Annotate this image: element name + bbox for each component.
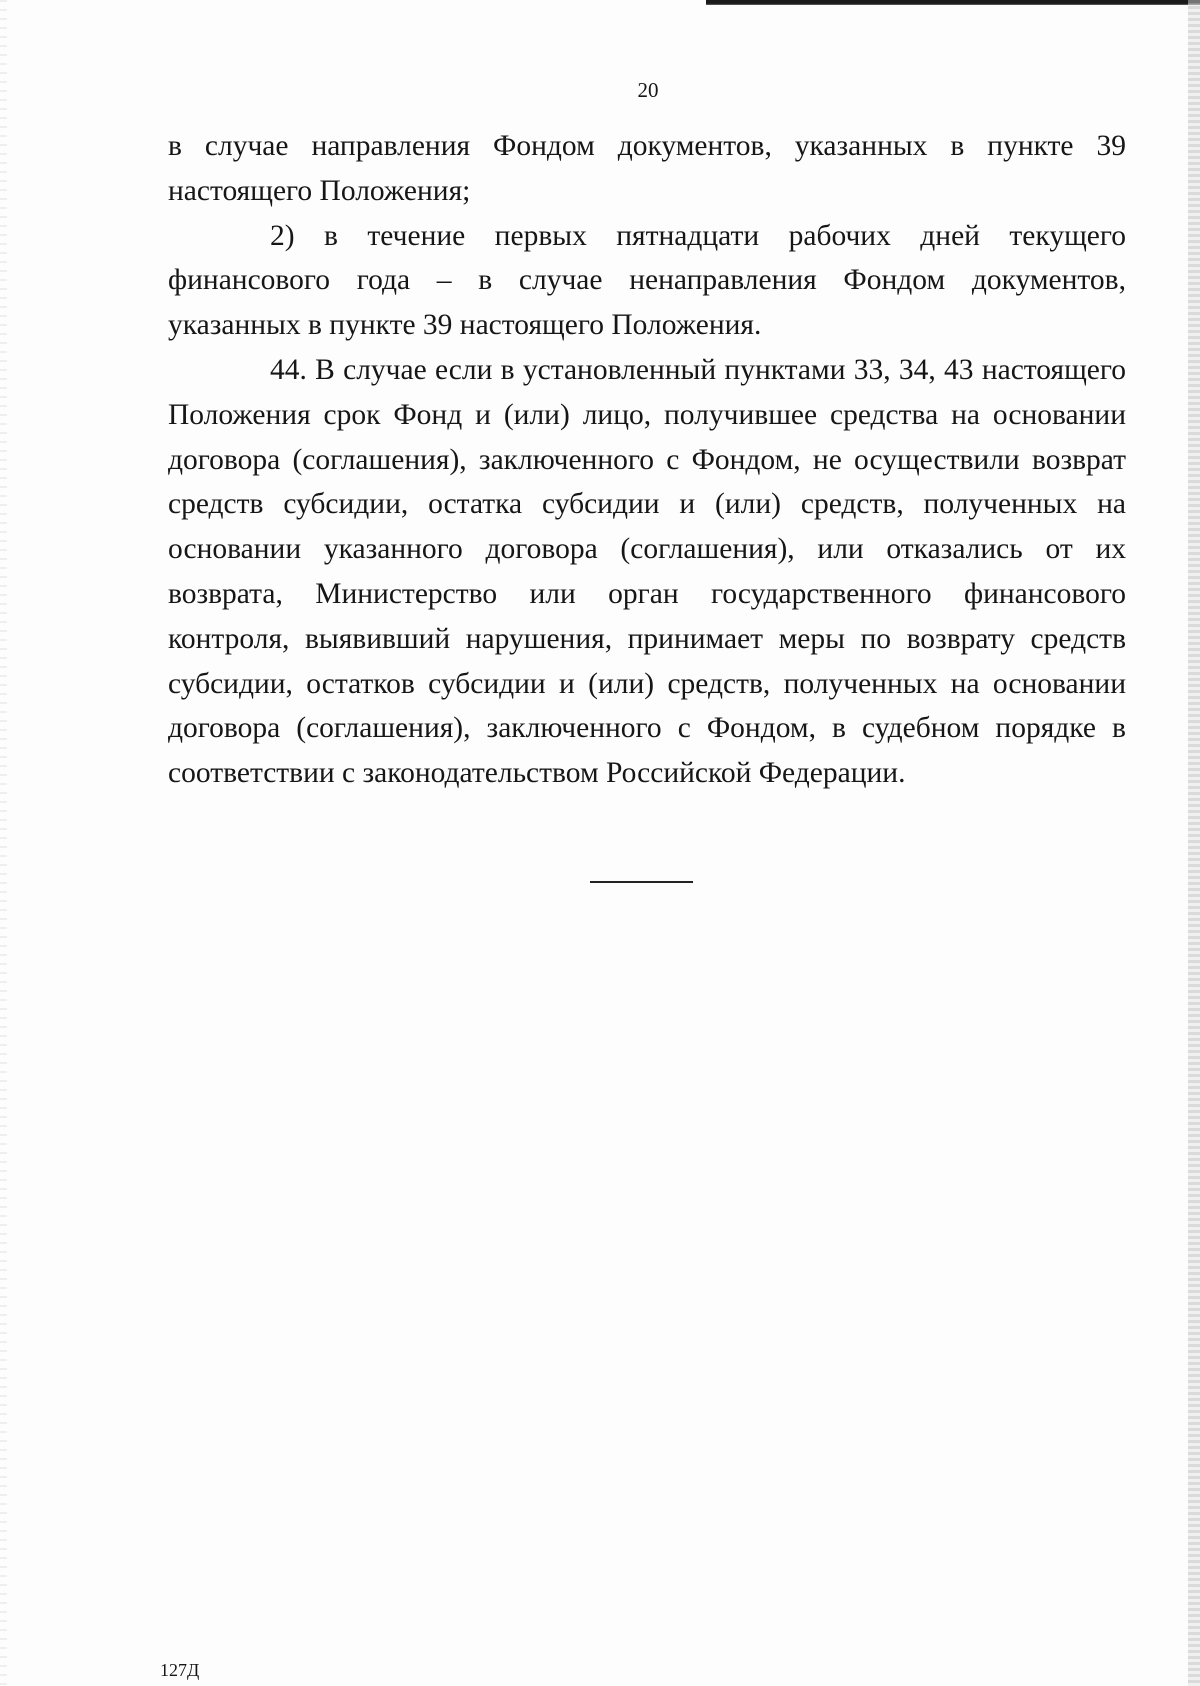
scan-top-edge — [706, 0, 1200, 5]
paragraph-44: 44. В случае если в установленный пунктами 33, 34, 43 настоящего Положения срок Фонд и (или) лицо, получившее средства на основании договора (соглашения), заключенного с Фондом, не осуществили возврат средств субсидии, остатка субсидии и (или) средств, полученных на основании указанного договора (соглашения), или отказались от их возврата, Министерство или орган государственного финансового контроля, выявивший нарушения, принимает меры по возврату средств субсидии, остатков субсидии и (или) средств, полученных на основании договора (соглашения), заключенного с Фондом, в судебном порядке в соответствии с законодательством Российской Федерации. — [168, 353, 1126, 790]
scan-right-edge — [1188, 0, 1200, 1686]
paragraph-continuation: в случае направления Фондом документов, указанных в пункте 39 настоящего Положения; — [168, 130, 1126, 207]
document-body — [168, 124, 1126, 796]
page-number: 20 — [637, 78, 659, 102]
footer-document-code: 127Д — [160, 1660, 200, 1680]
paragraph-item-2: 2) в течение первых пятнадцати рабочих дней текущего финансового года – в случае ненаправления Фондом документов, указанных в пункте 39 настоящего Положения. — [168, 219, 1126, 342]
end-divider-line — [590, 881, 693, 883]
scan-left-edge — [0, 0, 7, 1686]
